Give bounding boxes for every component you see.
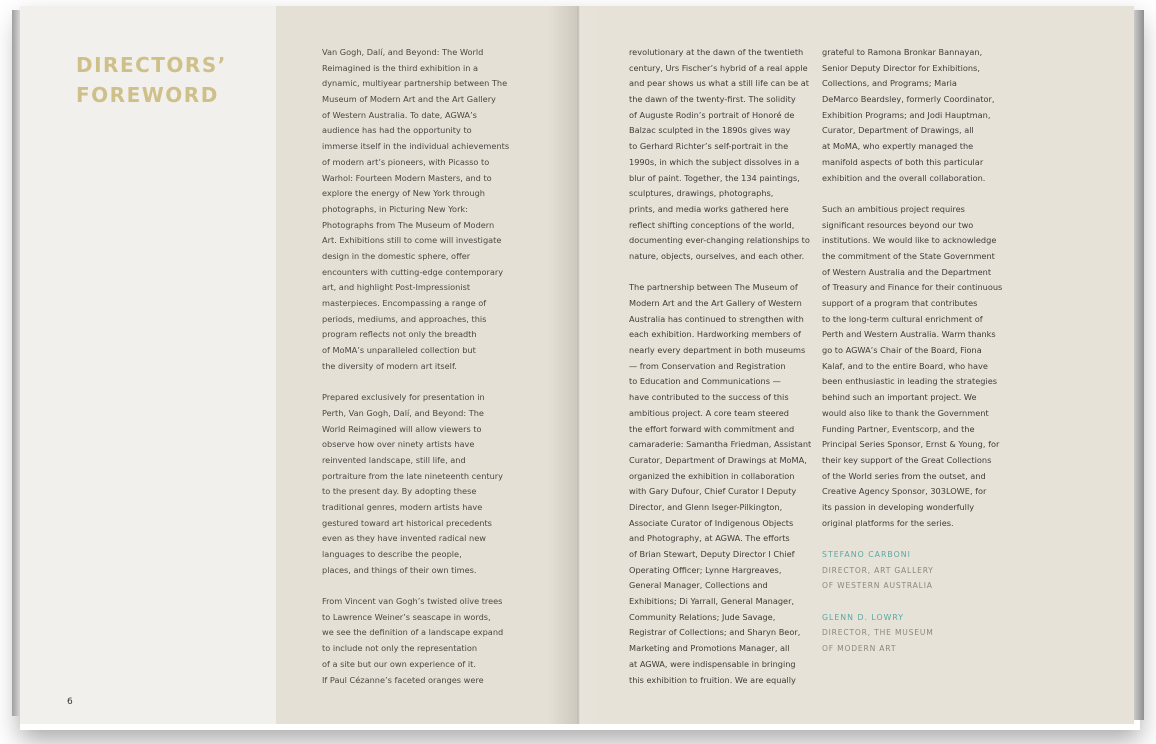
text-line: of Brian Stewart, Deputy Director I Chief [629,549,795,559]
text-line: revolutionary at the dawn of the twentieth [629,47,804,57]
text-line: Perth, Van Gogh, Dalí, and Beyond: The [322,407,484,418]
text-line: Principal Series Sponsor, Ernst & Young, for [822,439,1000,450]
text-line: the dawn of the twenty-first. The solidity [629,94,796,105]
text-line: gestured toward art historical precedents [322,517,492,528]
text-line: exhibition and the overall collaboration. [822,172,986,183]
text-line: Associate Curator of Indigenous Objects [629,517,794,528]
text-line: 1990s, in which the subject dissolves in a [629,156,800,167]
signature-title-line: DIRECTOR, ART GALLERY [822,565,934,575]
text-line: the commitment of the State Government [822,250,995,261]
text-line: Australia has continued to strengthen with [629,313,804,324]
text-line: support of a program that contributes [822,298,978,308]
text-line: their key support of the Great Collections [822,454,992,465]
page-number: 6 [67,697,73,707]
text-line: Exhibitions; Di Yarrall, General Manager, [629,596,795,607]
text-line: each exhibition. Hardworking members of [629,329,801,340]
text-column-3 [822,45,1002,657]
text-line: General Manager, Collections and [629,580,768,591]
text-line: Museum of Modern Art and the Art Gallery [322,94,496,105]
text-line: encounters with cutting-edge contemporary [322,266,504,277]
text-line: been enthusiastic in leading the strategies [822,376,998,387]
title-line-2: FOREWORD [76,83,219,107]
text-line: immerse itself in the individual achievements [322,141,510,152]
title-line-1: DIRECTORS’ [76,53,227,77]
text-line: to Lawrence Weiner’s seascape in words, [322,611,491,622]
text-line: and pear shows us what a still life can be at [629,78,809,89]
text-line: of the World series from the outset, and [822,470,986,481]
text-line: of MoMA’s unparalleled collection but [322,345,476,356]
text-line: Kalaf, and to the entire Board, who have [822,360,988,371]
text-line: camaraderie: Samantha Friedman, Assistant [629,439,812,450]
text-line: Community Relations; Jude Savage, [629,611,776,622]
text-column-1 [322,45,509,688]
signature-name: STEFANO CARBONI [822,550,911,559]
text-line: nature, objects, ourselves, and each other. [629,250,805,261]
text-line: to Education and Communications — [629,376,781,387]
text-line: at MoMA, who expertly managed the [822,141,974,152]
text-line: Perth and Western Australia. Warm thanks [822,329,996,340]
text-line: World Reimagined will allow viewers to [322,423,482,434]
text-line: to include not only the representation [322,643,478,654]
signature-title-line: OF WESTERN AUSTRALIA [822,581,933,591]
text-line: its passion in developing wonderfully [822,501,975,512]
text-line: prints, and media works gathered here [629,203,789,214]
text-line: we see the definition of a landscape expand [322,627,504,638]
text-line: of a site but our own experience of it. [322,658,476,669]
text-line: program reflects not only the breadth [322,329,477,340]
text-line: Reimagined is the third exhibition in a [322,62,479,73]
text-line: documenting ever-changing relationships to [629,235,810,246]
text-line: sculptures, drawings, photographs, [629,188,774,199]
text-line: traditional genres, modern artists have [322,501,483,512]
signature-title-line: OF MODERN ART [822,644,897,654]
text-line: institutions. We would like to acknowledge [822,235,997,246]
text-line: Curator, Department of Drawings at MoMA, [629,454,807,465]
text-line: Exhibition Programs; and Jodi Hauptman, [822,109,991,120]
paragraph-gap [822,531,1002,547]
text-line: observe how over ninety artists have [322,439,475,450]
paragraph-gap [322,374,509,390]
text-line: Prepared exclusively for presentation in [322,392,485,403]
left-page-title-panel [20,6,276,724]
signature-title-line: DIRECTOR, THE MUSEUM [822,628,934,638]
text-line: go to AGWA’s Chair of the Board, Fiona [822,345,982,356]
text-line: periods, mediums, and approaches, this [322,313,487,324]
text-line: Registrar of Collections; and Sharyn Beor, [629,627,801,638]
text-line: If Paul Cézanne’s faceted oranges were [322,674,484,685]
text-line: DeMarco Beardsley, formerly Coordinator, [822,94,995,105]
text-line: the diversity of modern art itself. [322,360,457,371]
text-line: The partnership between The Museum of [629,282,798,293]
text-line: of Auguste Rodin’s portrait of Honoré de [629,109,795,120]
text-line: masterpieces. Encompassing a range of [322,298,487,308]
text-line: Balzac sculpted in the 1890s gives way [629,125,791,136]
book-gutter [548,6,608,724]
text-line: Curator, Department of Drawings, all [822,125,974,136]
text-line: of modern art’s pioneers, with Picasso to [322,156,490,167]
text-line: audience has had the opportunity to [322,125,472,136]
text-line: behind such an important project. We [822,392,977,403]
text-line: with Gary Dufour, Chief Curator I Deputy [629,486,797,497]
paragraph-gap [822,186,1002,202]
text-line: to Gerhard Richter’s self-portrait in the [629,141,789,152]
text-line: blur of paint. Together, the 134 paintings, [629,172,800,183]
column-3-body [822,45,1002,531]
text-column-2 [629,45,811,688]
text-line: organized the exhibition in collaboration [629,470,795,481]
text-line: portraiture from the late nineteenth century [322,470,504,481]
text-line: dynamic, multiyear partnership between The [322,78,508,89]
text-line: Funding Partner, Eventscorp, and the [822,423,975,434]
text-line: languages to describe the people, [322,549,462,559]
text-line: the effort forward with commitment and [629,423,795,434]
text-line: this exhibition to fruition. We are equally [629,674,796,685]
text-line: of Treasury and Finance for their continuous [822,282,1003,293]
text-line: Modern Art and the Art Gallery of Western [629,298,802,308]
text-line: original platforms for the series. [822,517,954,528]
text-line: would also like to thank the Government [822,407,989,418]
text-line: Creative Agency Sponsor, 303LOWE, for [822,486,987,497]
text-line: Collections, and Programs; Maria [822,78,957,89]
text-line: of Western Australia. To date, AGWA’s [322,109,477,120]
text-line: to the long-term cultural enrichment of [822,313,983,324]
text-line: even as they have invented radical new [322,533,486,544]
text-line: have contributed to the success of this [629,392,789,403]
text-line: — from Conservation and Registration [629,360,786,371]
text-line: explore the energy of New York through [322,188,485,199]
paragraph-gap [629,265,811,281]
text-line: ambitious project. A core team steered [629,407,789,418]
text-line: art, and highlight Post-Impressionist [322,282,471,293]
text-line: Director, and Glenn Iseger-Pilkington, [629,501,783,512]
signature-name: GLENN D. LOWRY [822,612,905,622]
text-line: Warhol: Fourteen Modern Masters, and to [322,172,492,183]
text-line: reinvented landscape, still life, and [322,454,466,465]
text-line: Photographs from The Museum of Modern [322,219,495,230]
text-line: nearly every department in both museums [629,345,806,356]
text-line: significant resources beyond our two [822,219,974,230]
text-line: photographs, in Picturing New York: [322,203,468,214]
text-line: century, Urs Fischer’s hybrid of a real apple [629,62,808,73]
text-line: to the present day. By adopting these [322,486,477,497]
text-line: and Photography, at AGWA. The efforts [629,533,790,544]
text-line: places, and things of their own times. [322,564,477,575]
text-line: Marketing and Promotions Manager, all [629,643,790,654]
text-line: design in the domestic sphere, offer [322,250,471,261]
text-line: Such an ambitious project requires [822,203,965,214]
text-line: Operating Officer; Lynne Hargreaves, [629,564,782,575]
page-title [76,50,227,110]
text-line: at AGWA, were indispensable in bringing [629,658,796,669]
paragraph-gap [322,578,509,594]
text-line: reflect shifting conceptions of the world, [629,219,795,230]
text-line: Senior Deputy Director for Exhibitions, [822,62,980,73]
paragraph-gap [822,594,1002,610]
text-line: grateful to Ramona Bronkar Bannayan, [822,47,983,57]
text-line: Art. Exhibitions still to come will investigate [322,235,502,246]
text-line: From Vincent van Gogh’s twisted olive trees [322,596,503,607]
text-line: Van Gogh, Dalí, and Beyond: The World [322,47,484,57]
text-line: manifold aspects of both this particular [822,156,984,167]
text-line: of Western Australia and the Department [822,266,992,277]
